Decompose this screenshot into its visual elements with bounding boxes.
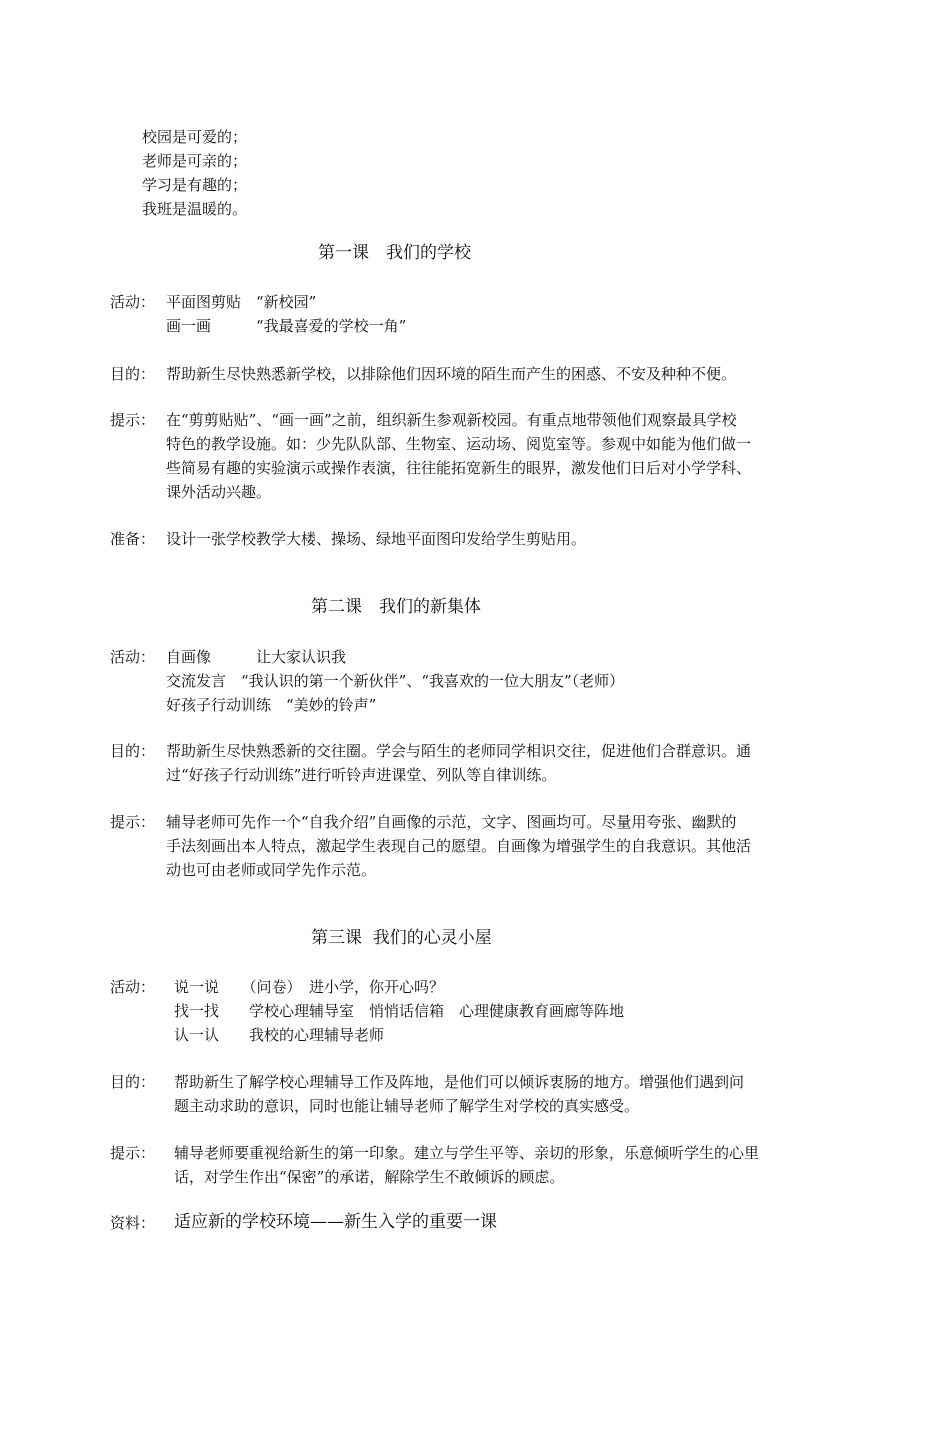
- lesson1-tip-label: 提示：: [110, 411, 156, 429]
- lesson2-activity-line: 好孩子行动训练 “美妙的铃声”: [166, 696, 377, 714]
- lesson3-title: 第三课 我们的心灵小屋: [311, 928, 492, 948]
- lesson1-activity-line: 画一画 “我最喜爱的学校一角”: [166, 317, 407, 335]
- lesson2-goal-label: 目的：: [110, 742, 156, 760]
- lesson1-prep-line: 设计一张学校教学大楼、操场、绿地平面图印发给学生剪贴用。: [166, 530, 587, 548]
- lesson3-goal-line: 帮助新生了解学校心理辅导工作及阵地，是他们可以倾诉衷肠的地方。增强他们遇到问: [174, 1073, 745, 1091]
- lesson2-activity-label: 活动：: [110, 648, 156, 666]
- lesson2-activity-line: 交流发言 “我认识的第一个新伙伴”、“我喜欢的一位大朋友”（老师）: [166, 672, 625, 690]
- intro-line: 我班是温暖的。: [142, 200, 248, 218]
- lesson3-material-text: 适应新的学校环境——新生入学的重要一课: [174, 1212, 497, 1232]
- lesson1-activity-label: 活动：: [110, 293, 156, 311]
- intro-line: 校园是可爱的；: [142, 128, 248, 146]
- lesson1-tip-line: 在“剪剪贴贴”、“画一画”之前，组织新生参观新校园。有重点地带领他们观察最具学校: [166, 411, 737, 429]
- lesson3-activity-label: 活动：: [110, 978, 156, 996]
- lesson1-goal-line: 帮助新生尽快熟悉新学校，以排除他们因环境的陌生而产生的困惑、不安及种种不便。: [166, 365, 737, 383]
- lesson2-tip-line: 辅导老师可先作一个“自我介绍”自画像的示范，文字、图画均可。尽量用夸张、幽默的: [166, 813, 737, 831]
- lesson2-goal-line: 过“好孩子行动训练”进行听铃声进课堂、列队等自律训练。: [166, 766, 557, 784]
- lesson2-activity-line: 自画像 让大家认识我: [166, 648, 347, 666]
- lesson1-tip-line: 特色的教学设施。如：少先队队部、生物室、运动场、阅览室等。参观中如能为他们做一: [166, 435, 752, 453]
- lesson3-goal-label: 目的：: [110, 1073, 156, 1091]
- lesson1-title: 第一课 我们的学校: [318, 243, 471, 263]
- lesson2-tip-line: 手法刻画出本人特点，激起学生表现自己的愿望。自画像为增强学生的自我意识。其他活: [166, 837, 752, 855]
- lesson2-title: 第二课 我们的新集体: [311, 597, 481, 617]
- lesson2-tip-line: 动也可由老师或同学先作示范。: [166, 861, 377, 879]
- lesson3-goal-line: 题主动求助的意识，同时也能让辅导老师了解学生对学校的真实感受。: [174, 1097, 640, 1115]
- lesson3-activity-line: 找一找 学校心理辅导室 悄悄话信箱 心理健康教育画廊等阵地: [174, 1002, 625, 1020]
- intro-line: 学习是有趣的；: [142, 176, 248, 194]
- lesson3-activity-line: 说一说 （问卷） 进小学，你开心吗？: [174, 978, 445, 996]
- lesson3-tip-line: 话，对学生作出“保密”的承诺，解除学生不敢倾诉的顾虑。: [174, 1168, 565, 1186]
- intro-line: 老师是可亲的；: [142, 152, 248, 170]
- lesson1-activity-line: 平面图剪贴 “新校园”: [166, 293, 317, 311]
- lesson3-tip-label: 提示：: [110, 1144, 156, 1162]
- lesson2-tip-label: 提示：: [110, 813, 156, 831]
- lesson2-goal-line: 帮助新生尽快熟悉新的交往圈。学会与陌生的老师同学相识交往，促进他们合群意识。通: [166, 742, 752, 760]
- lesson3-tip-line: 辅导老师要重视给新生的第一印象。建立与学生平等、亲切的形象，乐意倾听学生的心里: [174, 1144, 760, 1162]
- lesson1-tip-line: 课外活动兴趣。: [166, 483, 272, 501]
- lesson3-activity-line: 认一认 我校的心理辅导老师: [174, 1026, 385, 1044]
- lesson1-tip-line: 些简易有趣的实验演示或操作表演，往往能拓宽新生的眼界，激发他们日后对小学学科、: [166, 459, 752, 477]
- lesson1-goal-label: 目的：: [110, 365, 156, 383]
- lesson3-material-label: 资料：: [110, 1214, 156, 1232]
- lesson1-prep-label: 准备：: [110, 530, 156, 548]
